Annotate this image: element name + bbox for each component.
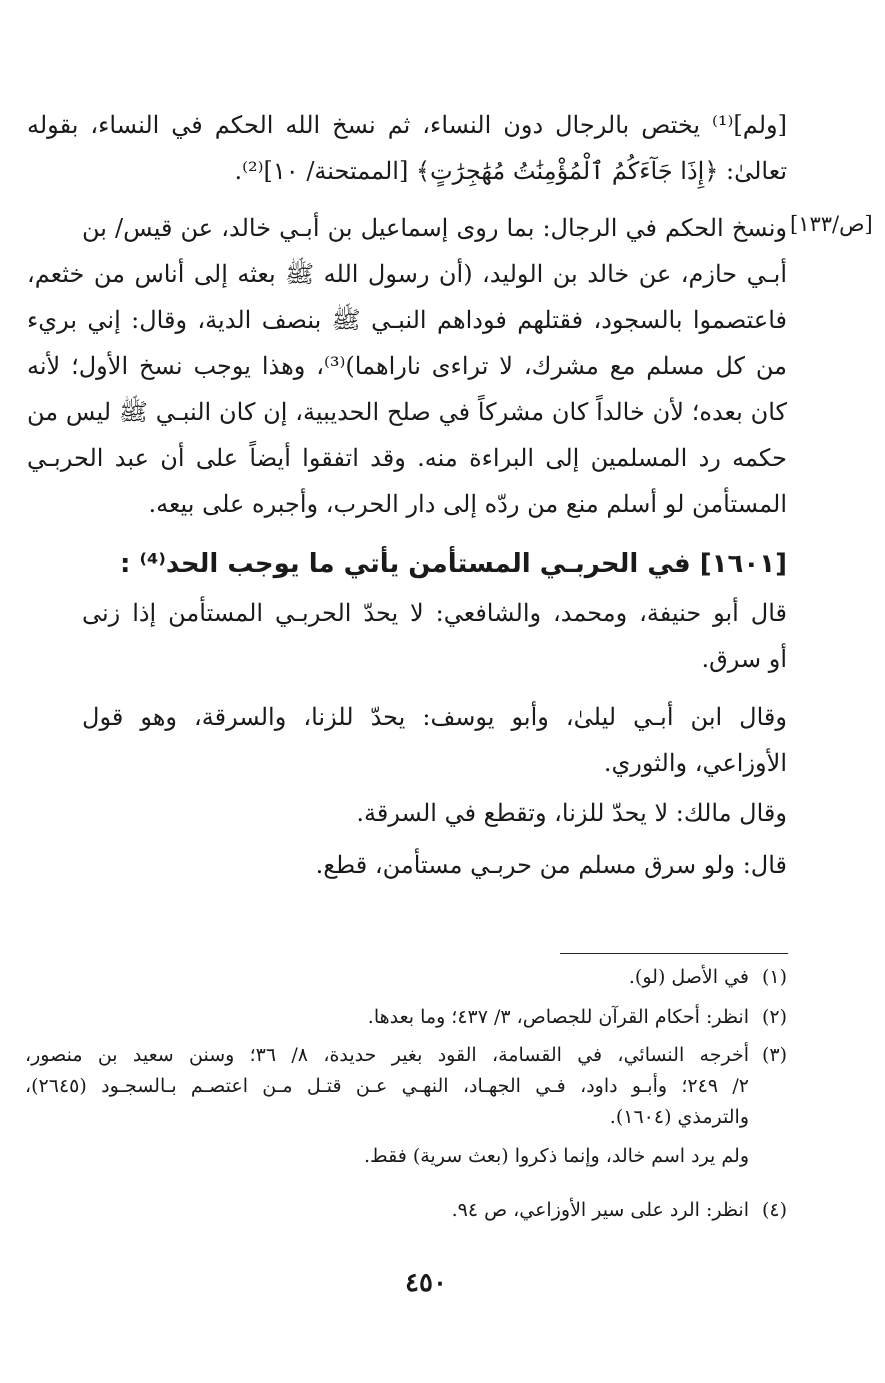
paragraph-4	[27, 694, 787, 786]
text-line: المستأمن لو أسلم منع من ردّه إلى دار الحرب، وأجبره على بيعه.	[148, 490, 787, 518]
footnote-text: والترمذي (١٦٠٤).	[609, 1106, 749, 1128]
footnote-1	[27, 962, 787, 993]
text-line: كان بعده؛ لأن خالداً كان مشركاً في صلح الحديبية، إن كان النبـي ﷺ ليس من	[27, 398, 787, 426]
footnote-number: (٢)	[761, 1006, 787, 1028]
paragraph-2	[27, 205, 787, 527]
text-line: حكمه رد المسلمين إلى البراءة منه. وقد اتفقوا أيضاً على أن عبد الحربـي	[27, 444, 787, 472]
text-line: من كل مسلم مع مشرك، لا تراءى ناراهما)⁽³⁾، وهذا يوجب نسخ الأول؛ لأنه	[27, 352, 787, 380]
footnote-text: انظر: أحكام القرآن للجصاص، ٣/ ٤٣٧؛ وما بعدها.	[367, 1006, 749, 1028]
text-line: ونسخ الحكم في الرجال: بما روى إسماعيل بن أبـي خالد، عن قيس/ بن	[82, 214, 787, 242]
paragraph-1	[27, 102, 787, 194]
text-line: قال أبو حنيفة، ومحمد، والشافعي: لا يحدّ الحربـي المستأمن إذا زنى	[82, 599, 787, 627]
footnote-text: انظر: الرد على سير الأوزاعي، ص ٩٤.	[451, 1199, 749, 1221]
footnote-text: أخرجه النسائي، في القسامة، القود بغير حديدة، ٨/ ٣٦؛ وسنن سعيد بن منصور،	[25, 1044, 749, 1066]
footnote-3	[25, 1040, 787, 1172]
footnote-number: (٣)	[761, 1044, 787, 1066]
text-line: الأوزاعي، والثوري.	[603, 749, 787, 777]
text-line: تعالىٰ: ﴿إِذَا جَآءَكُمُ ٱلْمُؤْمِنَٰتُ مُهَٰجِرَٰتٍ﴾ [الممتحنة/ ١٠]⁽²⁾.	[234, 157, 787, 185]
text-line: قال: ولو سرق مسلم من حربـي مستأمن، قطع.	[315, 851, 787, 879]
section-heading: [١٦٠١] في الحربـي المستأمن يأتي ما يوجب الحد⁽⁴⁾ :	[120, 549, 787, 579]
footnote-note: ولم يرد اسم خالد، وإنما ذكروا (بعث سرية) فقط.	[364, 1145, 749, 1167]
paragraph-6	[82, 842, 787, 888]
text-line: أو سرق.	[701, 645, 787, 673]
text-line: [ولم]⁽¹⁾ يختص بالرجال دون النساء، ثم نسخ الله الحكم في النساء، بقوله	[27, 111, 788, 139]
footnote-number: (١)	[761, 966, 787, 988]
footnote-text: ٢/ ٢٤٩؛ وأبـو داود، فـي الجهـاد، النهـي عـن قتـل مـن اعتصـم بـالسجـود (٢٦٤٥)،	[25, 1075, 749, 1097]
text-line: أبـي حازم، عن خالد بن الوليد، (أن رسول الله ﷺ بعثه إلى أناس من خثعم،	[27, 260, 787, 288]
footnote-number: (٤)	[761, 1199, 787, 1221]
page-number: ٤٥٠	[405, 1268, 447, 1298]
footnote-text: في الأصل (لو).	[628, 966, 749, 988]
text-line: وقال مالك: لا يحدّ للزنا، وتقطع في السرقة.	[356, 799, 787, 827]
paragraph-3	[27, 590, 787, 682]
text-line: فاعتصموا بالسجود، فقتلهم فوداهم النبـي ﷺ بنصف الدية، وقال: إني بريء	[27, 306, 787, 334]
margin-page-reference: [ص/١٣٣]	[790, 212, 873, 236]
footnote-2	[27, 1002, 787, 1033]
text-line: وقال ابن أبـي ليلىٰ، وأبو يوسف: يحدّ للزنا، والسرقة، وهو قول	[82, 703, 787, 731]
footnote-4	[27, 1195, 787, 1226]
footnote-separator	[560, 953, 788, 954]
paragraph-5	[82, 790, 787, 836]
